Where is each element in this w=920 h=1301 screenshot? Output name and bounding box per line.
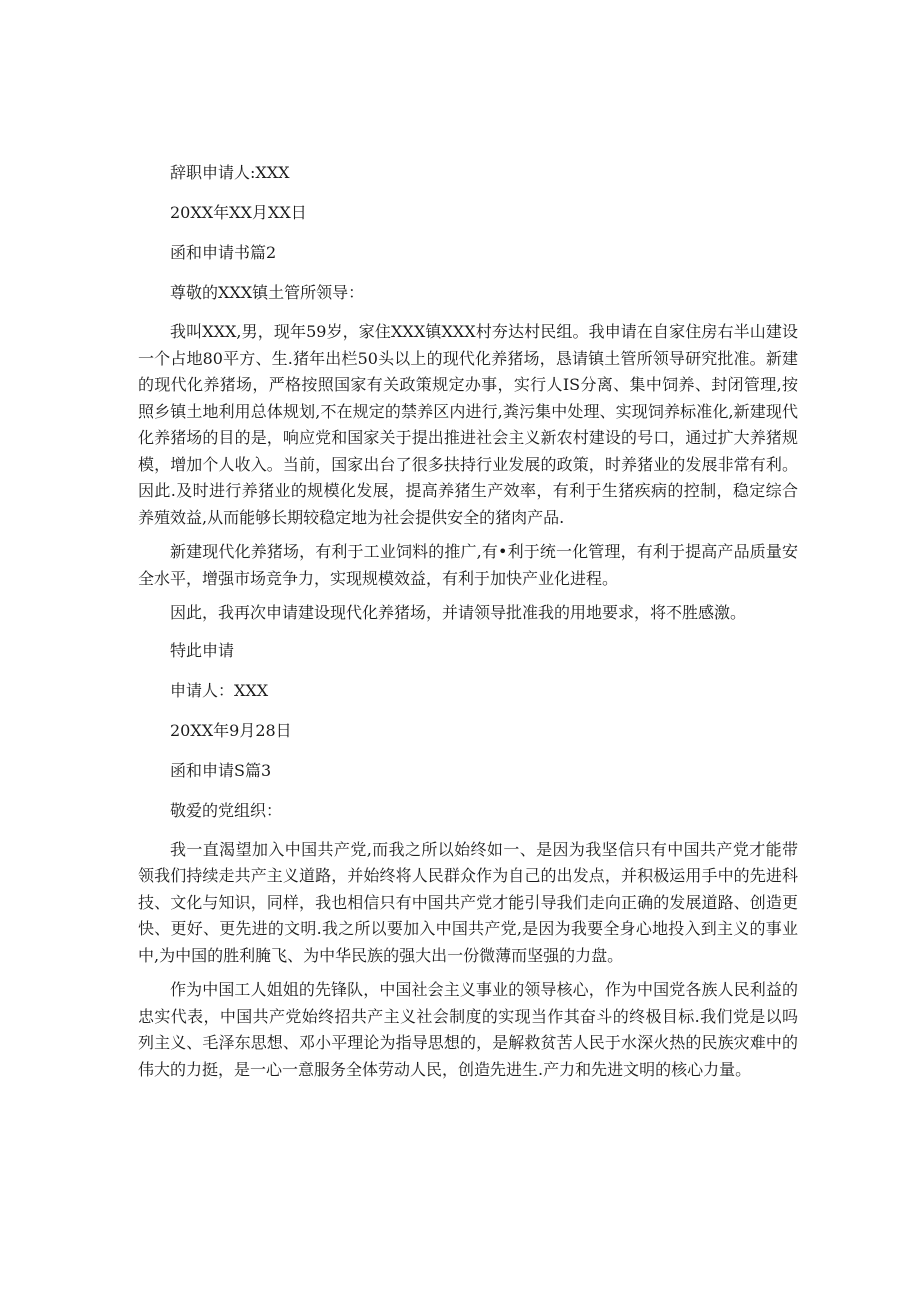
closing-phrase: 特此申请 [170, 640, 235, 660]
section-title-2: 函和申请书篇2 [170, 243, 277, 262]
applicant-line: 申请人：XXX [170, 680, 269, 700]
document-body [138, 157, 798, 1083]
body-paragraph: 我叫XXX,男，现年59岁，家住XXX镇XXX村夯达村民组。我申请在自家住房右半山建设一个占地80平方、生.猪年出栏50头以上的现代化养猪场，恳请镇土管所领导研究批准。新建的现代化养猪场，严格按照国家有关政策规定办事，实行人IS分离、集中饲养、封闭管理,按照乡镇土地利用总体规划,不在规定的禁养区内进行,粪污集中处理、实现饲养标准化,新建现代化养猪场的目的是，响应党和国家关于提出推进社会主义新农村建设的号口，通过扩大养猪规模，增加个人收入。当前，国家出台了很多扶持行业发展的政策，时养猪业的发展非常有利。因此.及时进行养猪业的规模化发展，提高养猪生产效率，有利于生猪疾病的控制，稳定综合养殖效益,从而能够长期较稳定地为社会提供安全的猪肉产品. [138, 322, 798, 527]
salutation-land-office: 尊敬的XXX镇土管所领导： [170, 283, 365, 302]
salutation-party: 敬爱的党组织： [170, 800, 283, 820]
body-paragraph: 我一直渴望加入中国共产党,而我之所以始终如一、是因为我坚信只有中国共产党才能带领我们持续走共产主义道路，并始终将人民群众作为自己的出发点，并积极运用手中的先进科技、文化与知识，同样，我也相信只有中国共产党才能引导我们走向正确的发展道路、创造更快、更好、更先进的文明.我之所以要加入中国共产党,是因为我要全身心地投入到主义的事业中,为中国的胜利腌飞、为中华民族的强大出一份微薄而坚强的力盘。 [138, 839, 798, 965]
section-title-3: 函和申请S篇3 [170, 760, 272, 780]
date-line: 20XX年XX月XX日 [170, 203, 307, 222]
resignation-applicant-line: 辞职申请人:XXX [170, 163, 290, 182]
body-paragraph: 作为中国工人姐姐的先锋队，中国社会主义事业的领导核心，作为中国党各族人民利益的忠实代表，中国共产党始终招共产主义社会制度的实现当作其奋斗的终极目标.我们党是以吗列主义、毛泽东思想、邓小平理论为指导思想的，是解救贫苦人民于水深火热的民族灾难中的伟大的力挺，是一心一意服务全体劳动人民，创造先进生.产力和先进文明的核心力量。 [138, 980, 798, 1079]
body-paragraph: 新建现代化养猪场，有利于工业饲料的推广,有•利于统一化管理，有利于提高产品质量安全水平，增强市场竞争力，实现规模效益，有利于加快产业化进程。 [138, 542, 798, 588]
body-paragraph: 因此，我再次申请建设现代化养猪场，并请领导批准我的用地要求，将不胜感激。 [170, 603, 747, 622]
date-line: 20XX年9月28日 [170, 720, 292, 740]
